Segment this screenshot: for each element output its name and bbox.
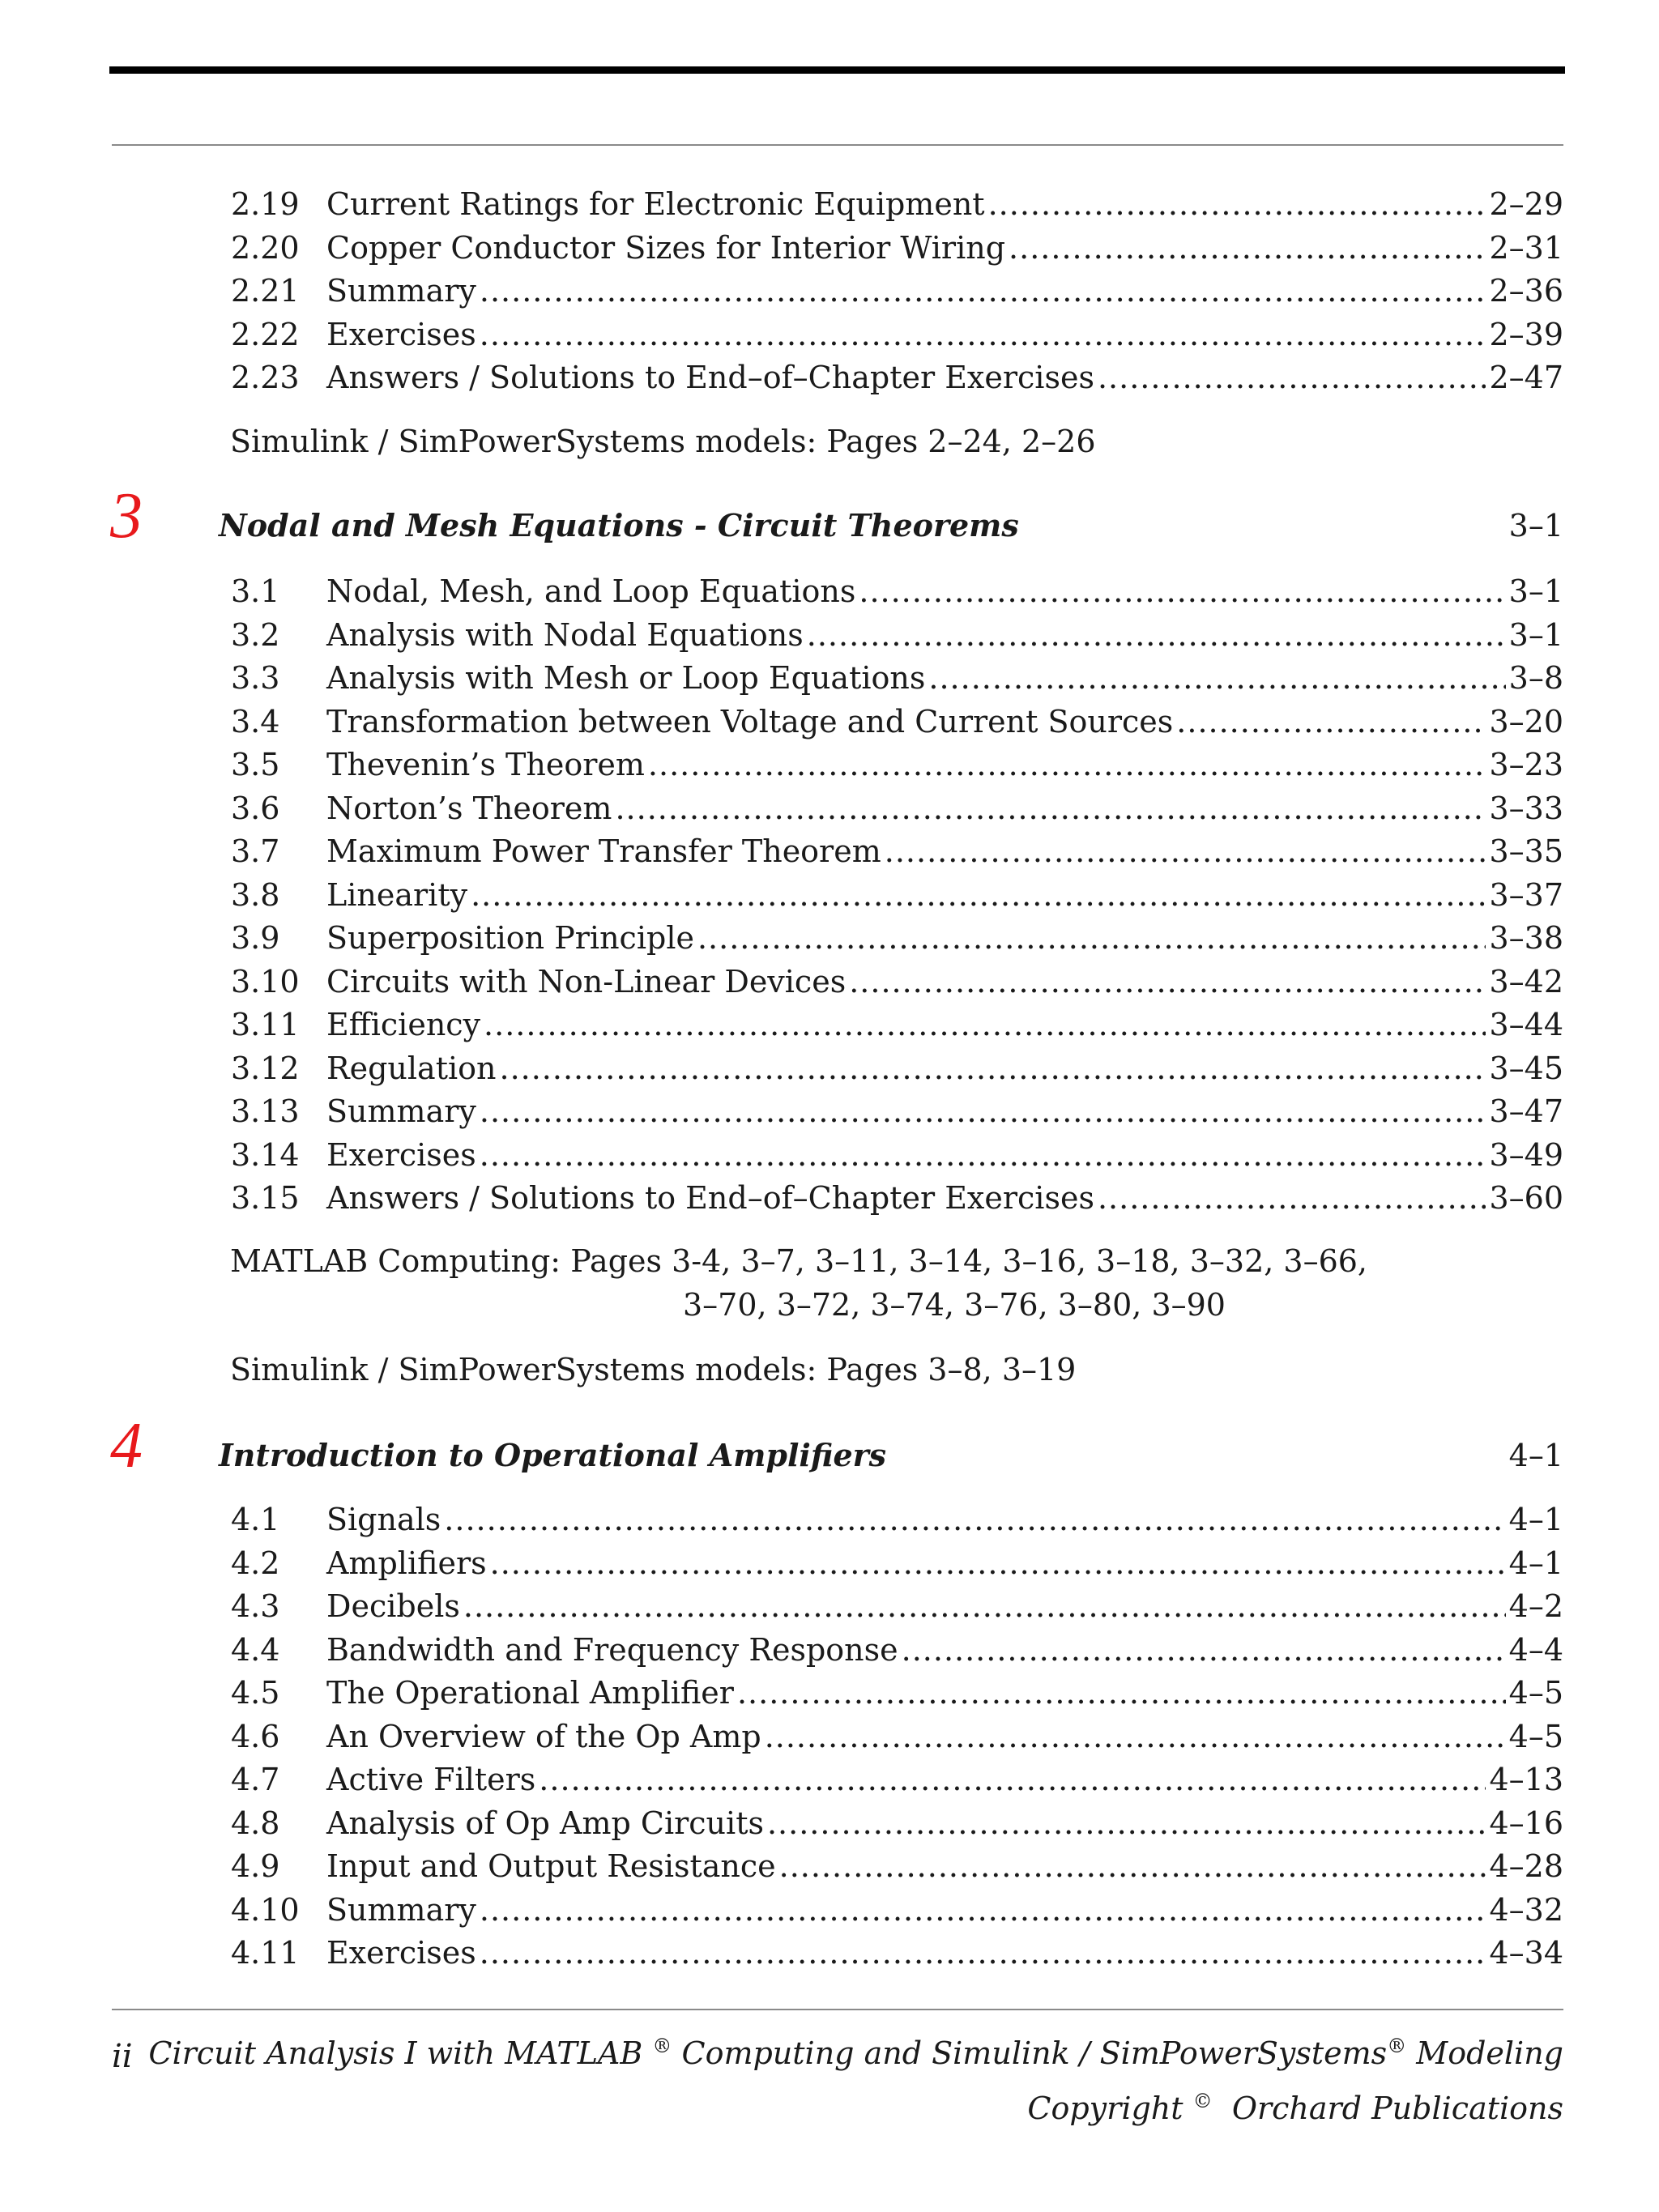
copyright-label: Copyright (1027, 2091, 1183, 2126)
toc-entry (231, 918, 1563, 957)
toc-entry-number: 4.5 (231, 1675, 280, 1711)
toc-entry-page: 3–38 (1489, 920, 1563, 956)
toc-entry (231, 358, 1563, 397)
toc-entry-title: Efficiency (326, 1007, 481, 1042)
toc-entry-title: Analysis with Nodal Equations (326, 616, 804, 653)
toc-entry-page: 4–16 (1489, 1805, 1563, 1841)
simulink-note-ch2: Simulink / SimPowerSystems models: Pages 2–24, 2–26 (230, 424, 1096, 459)
chapter-4-title: Introduction to Operational Amplifiers (219, 1437, 887, 1473)
toc-entry-number: 4.2 (231, 1545, 280, 1581)
toc-entry-title: Analysis of Op Amp Circuits (326, 1805, 764, 1841)
toc-entry-page: 4–1 (1508, 1502, 1563, 1537)
toc-entry (231, 658, 1563, 697)
toc-entry-number: 4.4 (231, 1631, 280, 1668)
dot-leader (480, 271, 1486, 310)
toc-entry-page: 3–60 (1489, 1180, 1563, 1216)
dot-leader (765, 1717, 1506, 1756)
dot-leader (697, 918, 1486, 957)
toc-entry-page: 4–13 (1489, 1762, 1563, 1797)
toc-entry (231, 1760, 1563, 1799)
chapter-4-page: 4–1 (1508, 1438, 1563, 1473)
toc-entry-number: 2.20 (231, 229, 300, 266)
dot-leader (779, 1847, 1486, 1886)
toc-entry-title: Copper Conductor Sizes for Interior Wiring (326, 229, 1006, 266)
toc-entry-page: 3–44 (1489, 1007, 1563, 1042)
toc-entry-number: 4.9 (231, 1848, 280, 1884)
toc-entry-title: Summary (326, 1891, 476, 1928)
toc-entry (231, 315, 1563, 354)
toc-entry (231, 1933, 1563, 1972)
toc-entry (231, 572, 1563, 611)
dot-leader (902, 1630, 1506, 1669)
toc-entry-title: Regulation (326, 1050, 497, 1086)
toc-entry (231, 745, 1563, 784)
toc-entry-page: 3–42 (1489, 963, 1563, 999)
dot-leader (499, 1049, 1486, 1088)
toc-entry (231, 271, 1563, 310)
dot-leader (1098, 1178, 1486, 1217)
toc-entry-number: 3.5 (231, 747, 280, 782)
toc-entry-page: 3–45 (1489, 1050, 1563, 1086)
toc-entry-page: 3–1 (1508, 573, 1563, 609)
toc-entry-page: 3–35 (1489, 833, 1563, 869)
toc-entry-title: Nodal, Mesh, and Loop Equations (326, 573, 856, 609)
toc-entry-page: 3–20 (1489, 703, 1563, 739)
toc-entry-page: 4–5 (1508, 1718, 1563, 1754)
toc-entry (231, 1049, 1563, 1088)
dot-leader (480, 1890, 1486, 1929)
toc-entry-number: 3.15 (231, 1180, 300, 1216)
toc-entry-page: 2–31 (1489, 229, 1563, 266)
toc-entry (231, 1587, 1563, 1626)
dot-leader (444, 1500, 1505, 1539)
matlab-note-ch3-cont: 3–70, 3–72, 3–74, 3–76, 3–80, 3–90 (683, 1287, 1226, 1323)
toc-entry-title: An Overview of the Op Amp (326, 1718, 761, 1754)
dot-leader (859, 572, 1505, 611)
toc-entry-number: 2.21 (231, 273, 300, 309)
chapter-3-title: Nodal and Mesh Equations - Circuit Theorems (219, 507, 1019, 543)
toc-entry-title: Exercises (326, 1136, 476, 1173)
toc-entry-page: 2–47 (1489, 360, 1563, 395)
chapter-3-number: 3 (110, 480, 143, 552)
toc-entry-page: 4–28 (1489, 1848, 1563, 1884)
registered-mark-2: ® (1387, 2035, 1407, 2057)
toc-entry-title: Superposition Principle (326, 920, 694, 956)
toc-entry (231, 1890, 1563, 1929)
toc-entry-number: 3.6 (231, 790, 280, 826)
book-title-part2: Computing and Simulink / SimPowerSystems (681, 2035, 1388, 2071)
toc-entry (231, 185, 1563, 224)
book-title-part1: Circuit Analysis I with MATLAB (148, 2035, 643, 2071)
toc-entry-page: 3–33 (1489, 790, 1563, 826)
toc-entry (231, 1847, 1563, 1886)
toc-entry-title: Circuits with Non-Linear Devices (326, 963, 847, 999)
toc-entry-title: Maximum Power Transfer Theorem (326, 833, 881, 869)
toc-entry-page: 3–47 (1489, 1093, 1563, 1129)
dot-leader (480, 1092, 1486, 1131)
toc-entry-title: Linearity (326, 876, 468, 913)
copyright-symbol: © (1192, 2090, 1213, 2112)
toc-entry-title: Signals (326, 1502, 441, 1537)
toc-entry-page: 4–2 (1508, 1588, 1563, 1624)
dot-leader (648, 745, 1486, 784)
toc-entry (231, 789, 1563, 828)
dot-leader (539, 1760, 1486, 1799)
toc-entry-page: 3–8 (1508, 660, 1563, 696)
toc-entry-number: 4.1 (231, 1502, 280, 1537)
toc-entry-title: The Operational Amplifier (326, 1675, 734, 1711)
toc-entry (231, 1804, 1563, 1843)
toc-entry-title: Active Filters (326, 1762, 536, 1797)
toc-entry-title: Transformation between Voltage and Current Sources (326, 703, 1174, 739)
toc-entry-title: Thevenin’s Theorem (326, 747, 645, 782)
toc-entry (231, 1544, 1563, 1583)
toc-entry-page: 3–23 (1489, 747, 1563, 782)
footer-book-title (148, 2031, 1563, 2075)
toc-entry-number: 3.9 (231, 920, 280, 956)
toc-entry-title: Answers / Solutions to End–of–Chapter Exercises (326, 360, 1094, 395)
book-title-part3: Modeling (1416, 2035, 1563, 2071)
toc-entry-page: 4–5 (1508, 1675, 1563, 1711)
dot-leader (480, 1933, 1486, 1972)
dot-leader (1009, 228, 1486, 267)
dot-leader (484, 1005, 1486, 1044)
toc-entry-title: Summary (326, 273, 476, 309)
toc-entry-title: Exercises (326, 316, 476, 352)
dot-leader (737, 1673, 1506, 1712)
toc-entry (231, 1005, 1563, 1044)
toc-entry (231, 1717, 1563, 1756)
toc-entry-title: Answers / Solutions to End–of–Chapter Exercises (326, 1180, 1094, 1216)
toc-entry-page: 2–36 (1489, 273, 1563, 309)
toc-entry-number: 3.12 (231, 1050, 300, 1086)
toc-entry (231, 1673, 1563, 1712)
toc-entry (231, 1500, 1563, 1539)
toc-entry (231, 1136, 1563, 1174)
toc-entry-number: 3.2 (231, 616, 280, 653)
toc-entry-number: 3.8 (231, 876, 280, 913)
toc-entry-page: 4–32 (1489, 1891, 1563, 1928)
toc-entry (231, 702, 1563, 741)
chapter-4-number: 4 (110, 1410, 143, 1481)
toc-entry-number: 3.4 (231, 703, 280, 739)
dot-leader (490, 1544, 1506, 1583)
header-rule (109, 66, 1565, 74)
dot-leader (885, 832, 1486, 871)
toc-entry (231, 228, 1563, 267)
toc-entry-page: 2–29 (1489, 186, 1563, 222)
dot-leader (463, 1587, 1506, 1626)
toc-entry-title: Analysis with Mesh or Loop Equations (326, 660, 926, 696)
registered-mark: ® (652, 2035, 672, 2057)
toc-entry-page: 3–37 (1489, 876, 1563, 913)
toc-entry-page: 3–49 (1489, 1136, 1563, 1173)
toc-entry-title: Bandwidth and Frequency Response (326, 1631, 898, 1668)
toc-entry-title: Exercises (326, 1935, 476, 1971)
toc-entry-page: 2–39 (1489, 316, 1563, 352)
toc-entry-number: 4.11 (231, 1935, 300, 1971)
dot-leader (928, 658, 1505, 697)
matlab-note-ch3: MATLAB Computing: Pages 3-4, 3–7, 3–11, 3–14, 3–16, 3–18, 3–32, 3–66, (230, 1243, 1368, 1279)
toc-entry-title: Current Ratings for Electronic Equipment (326, 186, 985, 222)
toc-entry (231, 876, 1563, 914)
header-divider (112, 144, 1563, 146)
toc-entry-number: 4.3 (231, 1588, 280, 1624)
toc-entry-title: Input and Output Resistance (326, 1848, 776, 1884)
toc-entry (231, 1092, 1563, 1131)
toc-entry-page: 4–34 (1489, 1935, 1563, 1971)
toc-entry-number: 2.22 (231, 316, 300, 352)
toc-entry-number: 4.7 (231, 1762, 280, 1797)
dot-leader (480, 1136, 1486, 1174)
toc-entry-number: 3.13 (231, 1093, 300, 1129)
toc-entry-title: Decibels (326, 1588, 460, 1624)
toc-entry-number: 3.7 (231, 833, 280, 869)
toc-entry-page: 4–4 (1508, 1631, 1563, 1668)
toc-entry-number: 3.1 (231, 573, 280, 609)
dot-leader (480, 315, 1486, 354)
toc-entry (231, 616, 1563, 654)
toc-entry-number: 4.10 (231, 1891, 300, 1928)
dot-leader (767, 1804, 1486, 1843)
dot-leader (849, 962, 1486, 1001)
toc-entry-title: Summary (326, 1093, 476, 1129)
chapter-3-page: 3–1 (1508, 508, 1563, 543)
toc-entry-number: 4.6 (231, 1718, 280, 1754)
toc-entry (231, 962, 1563, 1001)
toc-entry (231, 1178, 1563, 1217)
toc-entry-number: 4.8 (231, 1805, 280, 1841)
dot-leader (1176, 702, 1486, 741)
toc-entry-number: 3.14 (231, 1136, 300, 1173)
toc-entry-number: 3.11 (231, 1007, 300, 1042)
toc-entry-title: Norton’s Theorem (326, 790, 612, 826)
toc-entry (231, 832, 1563, 871)
toc-entry-number: 3.3 (231, 660, 280, 696)
dot-leader (471, 876, 1486, 914)
simulink-note-ch3: Simulink / SimPowerSystems models: Pages 3–8, 3–19 (230, 1352, 1077, 1387)
dot-leader (1098, 358, 1486, 397)
toc-entry-title: Amplifiers (326, 1545, 487, 1581)
toc-entry-number: 3.10 (231, 963, 300, 999)
toc-entry-page: 4–1 (1508, 1545, 1563, 1581)
toc-entry (231, 1630, 1563, 1669)
footer-divider (112, 2009, 1563, 2010)
toc-entry-number: 2.23 (231, 360, 300, 395)
dot-leader (807, 616, 1506, 654)
publisher: Orchard Publications (1231, 2091, 1563, 2126)
dot-leader (615, 789, 1486, 828)
dot-leader (988, 185, 1486, 224)
page-number: ii (112, 2038, 133, 2075)
footer-copyright (1027, 2086, 1563, 2130)
toc-entry-page: 3–1 (1508, 616, 1563, 653)
toc-entry-number: 2.19 (231, 186, 300, 222)
